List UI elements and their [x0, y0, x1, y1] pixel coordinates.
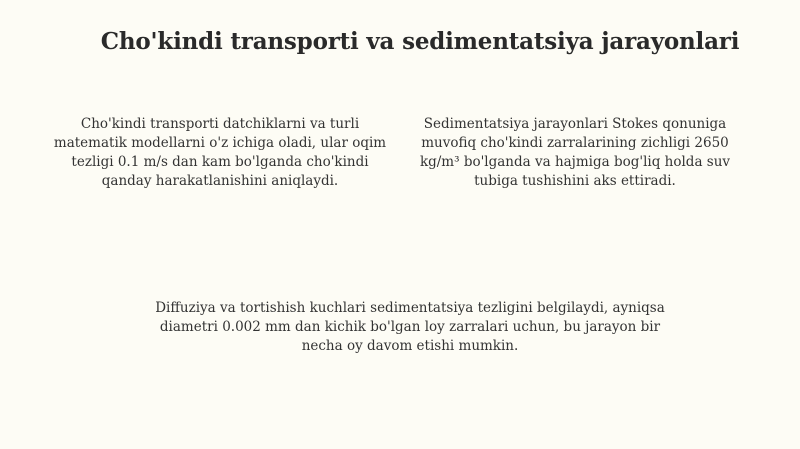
- slide-title: Cho'kindi transporti va sedimentatsiya jarayonlari: [100, 28, 740, 55]
- paragraph-transport: Cho'kindi transporti datchiklarni va turli matematik modellarni o'z ichiga oladi, ular oqim tezligi 0.1 m/s dan kam bo'lganda cho'kindi qanday harakatlanishini aniqlaydi.: [53, 116, 387, 189]
- paragraph-sedimentation: Sedimentatsiya jarayonlari Stokes qonuniga muvofiq cho'kindi zarralarining zichligi 2650 kg/m³ bo'lganda va hajmiga bog'liq holda suv tubiga tushishini aks ettiradi.: [419, 116, 731, 189]
- paragraph-diffusion: Diffuziya va tortishish kuchlari sedimentatsiya tezligini belgilaydi, ayniqsa diametri 0.002 mm dan kichik bo'lgan loy zarralari uchun, bu jarayon bir necha oy davom etishi mumkin.: [155, 300, 665, 354]
